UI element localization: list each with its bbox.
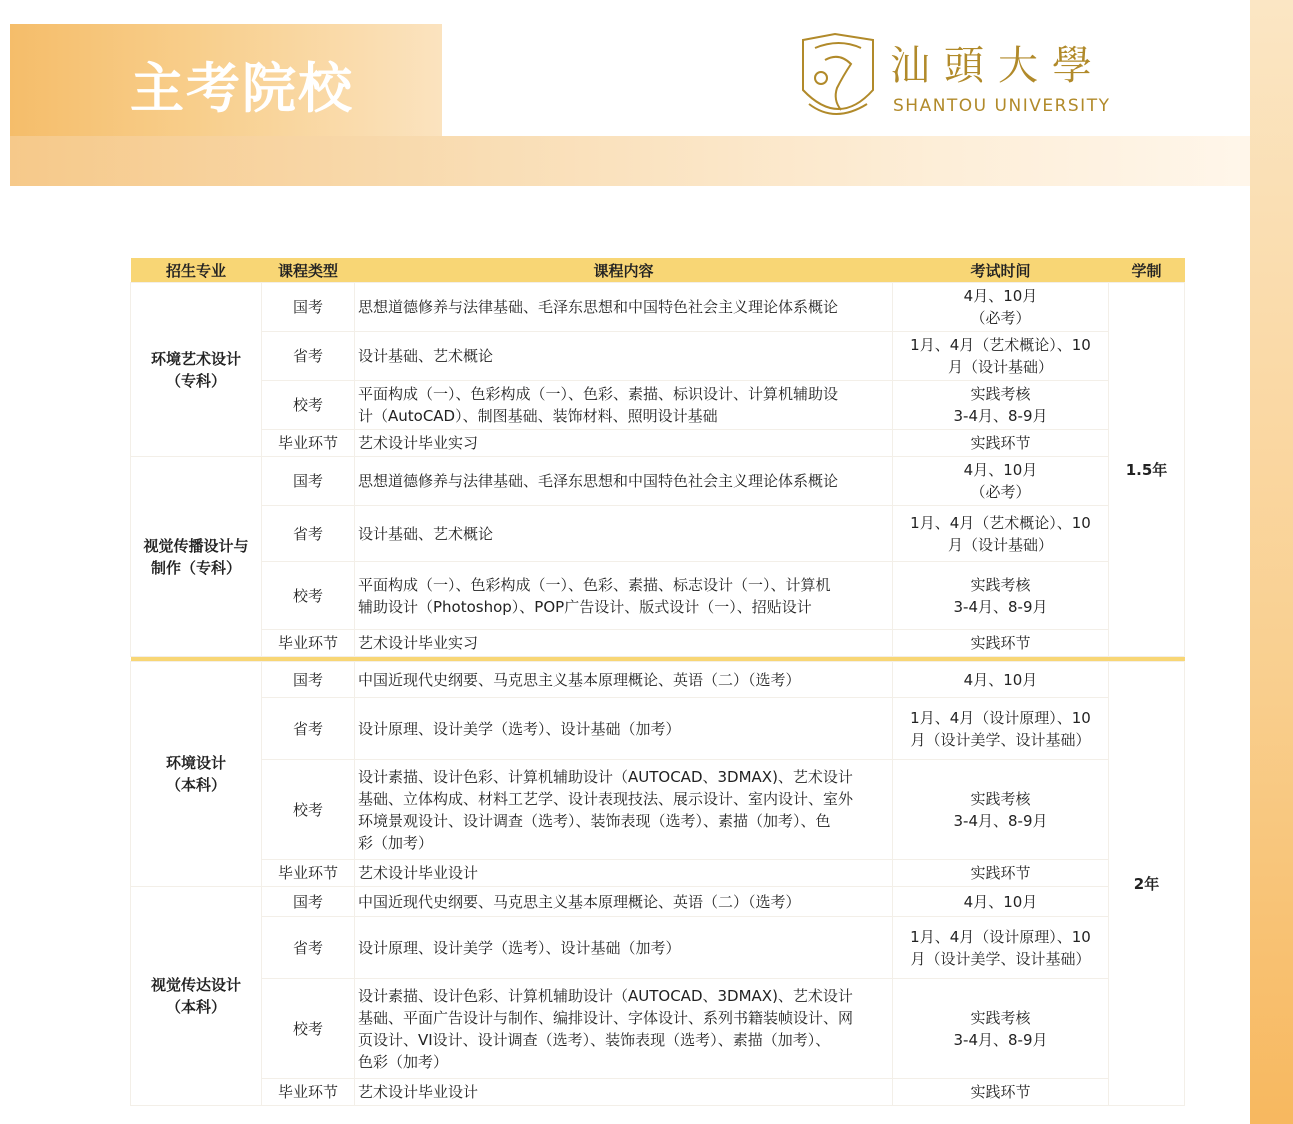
exam-time: 实践环节 [893, 430, 1109, 457]
exam-time: 1月、4月（设计原理）、10 月（设计美学、设计基础） [893, 698, 1109, 760]
course-type: 国考 [262, 457, 355, 506]
table-row [131, 860, 1185, 887]
header-course-content: 课程内容 [355, 258, 893, 283]
table-row [131, 283, 1185, 332]
course-content: 设计原理、设计美学（选考）、设计基础（加考） [355, 917, 893, 979]
exam-time: 1月、4月（艺术概论）、10 月（设计基础） [893, 332, 1109, 381]
course-content: 艺术设计毕业实习 [355, 430, 893, 457]
logo-chinese-name: 汕頭大學 [890, 43, 1106, 89]
header-major: 招生专业 [131, 258, 262, 283]
table-row [131, 917, 1185, 979]
exam-time: 1月、4月（艺术概论）、10 月（设计基础） [893, 506, 1109, 562]
exam-time: 4月、10月 [893, 662, 1109, 698]
header-course-type: 课程类型 [262, 258, 355, 283]
exam-time: 实践环节 [893, 630, 1109, 657]
course-type: 省考 [262, 506, 355, 562]
exam-time: 实践环节 [893, 860, 1109, 887]
course-type: 国考 [262, 887, 355, 917]
exam-time: 实践考核 3-4月、8-9月 [893, 381, 1109, 430]
table-row [131, 698, 1185, 760]
course-content: 艺术设计毕业实习 [355, 630, 893, 657]
table-row [131, 430, 1185, 457]
exam-time: 1月、4月（设计原理）、10 月（设计美学、设计基础） [893, 917, 1109, 979]
table-row [131, 381, 1185, 430]
exam-time: 4月、10月 （必考） [893, 457, 1109, 506]
course-type: 毕业环节 [262, 1079, 355, 1106]
header-duration: 学制 [1109, 258, 1185, 283]
course-type: 校考 [262, 381, 355, 430]
exam-time: 4月、10月 [893, 887, 1109, 917]
table-row [131, 506, 1185, 562]
duration: 1.5年 [1109, 283, 1185, 657]
course-content: 设计素描、设计色彩、计算机辅助设计（AUTOCAD、3DMAX)、艺术设计 基础、平面广告设计与制作、编排设计、字体设计、系列书籍装帧设计、网 页设计、VI设计、设计调查（选考）、装饰表现（选考）、素描（加考）、 色彩（加考） [355, 979, 893, 1079]
major-name: 视觉传达设计 （本科） [131, 887, 262, 1106]
table-row [131, 760, 1185, 860]
right-decorative-strip [1250, 0, 1293, 1124]
course-content: 思想道德修养与法律基础、毛泽东思想和中国特色社会主义理论体系概论 [355, 457, 893, 506]
course-content: 思想道德修养与法律基础、毛泽东思想和中国特色社会主义理论体系概论 [355, 283, 893, 332]
table-header-row [131, 258, 1185, 283]
major-name: 环境设计 （本科） [131, 662, 262, 887]
page-title: 主考院校 [130, 57, 354, 120]
course-content: 平面构成（一）、色彩构成（一）、色彩、素描、标识设计、计算机辅助设 计（AutoCAD）、制图基础、装饰材料、照明设计基础 [355, 381, 893, 430]
table-row [131, 562, 1185, 630]
table-row [131, 887, 1185, 917]
table-row [131, 1079, 1185, 1106]
course-content: 艺术设计毕业设计 [355, 1079, 893, 1106]
course-type: 毕业环节 [262, 860, 355, 887]
course-type: 省考 [262, 332, 355, 381]
course-plan-table [130, 258, 1185, 1106]
exam-time: 实践考核 3-4月、8-9月 [893, 562, 1109, 630]
course-type: 校考 [262, 760, 355, 860]
course-content: 中国近现代史纲要、马克思主义基本原理概论、英语（二）（选考） [355, 662, 893, 698]
exam-time: 实践环节 [893, 1079, 1109, 1106]
course-content: 设计基础、艺术概论 [355, 506, 893, 562]
table-row [131, 457, 1185, 506]
course-type: 国考 [262, 662, 355, 698]
course-content: 设计原理、设计美学（选考）、设计基础（加考） [355, 698, 893, 760]
course-content: 中国近现代史纲要、马克思主义基本原理概论、英语（二）（选考） [355, 887, 893, 917]
course-type: 国考 [262, 283, 355, 332]
table-row [131, 979, 1185, 1079]
course-type: 校考 [262, 979, 355, 1079]
exam-time: 实践考核 3-4月、8-9月 [893, 760, 1109, 860]
course-content: 设计基础、艺术概论 [355, 332, 893, 381]
table-row [131, 662, 1185, 698]
course-type: 校考 [262, 562, 355, 630]
course-content: 设计素描、设计色彩、计算机辅助设计（AUTOCAD、3DMAX)、艺术设计 基础、立体构成、材料工艺学、设计表现技法、展示设计、室内设计、室外 环境景观设计、设计调查（选考）、装饰表现（选考）、素描（加考）、色 彩（加考） [355, 760, 893, 860]
course-type: 毕业环节 [262, 430, 355, 457]
course-content: 平面构成（一）、色彩构成（一）、色彩、素描、标志设计（一）、计算机 辅助设计（Photoshop）、POP广告设计、版式设计（一）、招贴设计 [355, 562, 893, 630]
header-band [10, 136, 1250, 186]
course-content: 艺术设计毕业设计 [355, 860, 893, 887]
course-type: 省考 [262, 698, 355, 760]
exam-time: 4月、10月 （必考） [893, 283, 1109, 332]
logo-english-name: SHANTOU UNIVERSITY [893, 96, 1111, 116]
major-name: 环境艺术设计 （专科） [131, 283, 262, 457]
university-emblem-icon [795, 30, 881, 130]
duration: 2年 [1109, 662, 1185, 1106]
exam-time: 实践考核 3-4月、8-9月 [893, 979, 1109, 1079]
university-logo [795, 30, 1115, 130]
course-type: 省考 [262, 917, 355, 979]
header-exam-time: 考试时间 [893, 258, 1109, 283]
course-type: 毕业环节 [262, 630, 355, 657]
table-row [131, 332, 1185, 381]
table-row [131, 630, 1185, 657]
major-name: 视觉传播设计与 制作（专科） [131, 457, 262, 657]
